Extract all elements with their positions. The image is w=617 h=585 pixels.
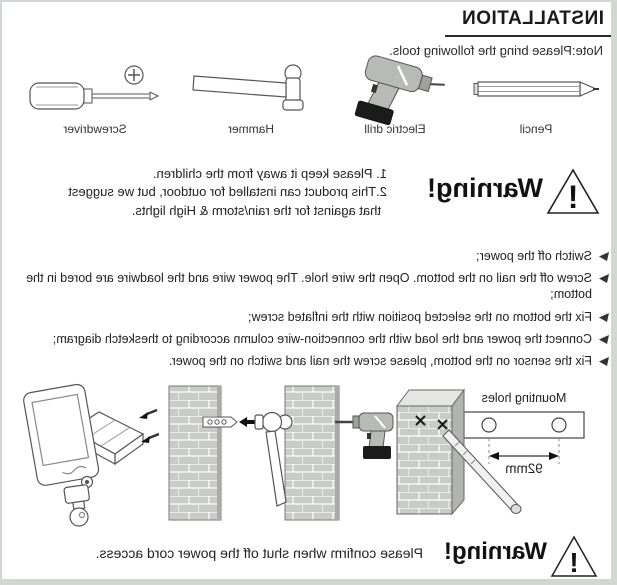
arrow-bullet-icon: [598, 334, 609, 345]
warning-line: that against for the rain/storm & High lights.: [131, 202, 381, 218]
arrow-bullet-icon: [598, 312, 609, 323]
step-item: [5, 310, 609, 325]
installation-steps: [5, 249, 609, 370]
electric-drill-icon: [337, 50, 453, 120]
arrow-bullet-icon: [598, 251, 609, 262]
page-title: INSTALLATION: [445, 6, 611, 37]
tool-label: Pencil: [519, 122, 553, 136]
tool-electric-drill: [337, 58, 453, 136]
mirrored-content: [2, 2, 611, 579]
warning-line: 2.This product can installed for outdoor, but we suggest: [68, 184, 387, 200]
step-text: Fix the sensor on the bottom, please screw the nail and switch on the power.: [168, 354, 592, 369]
tool-label: Electric drill: [364, 122, 426, 136]
step-item: [5, 332, 609, 347]
dimension-label: 92mm: [505, 461, 543, 476]
warning-exclamation: !: [569, 547, 579, 578]
step-text: Switch off the power;: [476, 249, 592, 263]
tools-note: Note:Please bring the following tools.: [389, 43, 603, 58]
arrow-bullet-icon: [598, 273, 609, 284]
floodlight-illustration: [9, 376, 159, 530]
warning-triangle-icon: [545, 167, 601, 217]
wall-hammer-illustration: [165, 384, 299, 524]
warning-title: Warning!: [443, 538, 547, 565]
step-text: Connect the power and the load with the connection-wire column according to thesketch diagram;: [52, 332, 592, 346]
hammer-icon: [183, 58, 319, 120]
pencil-icon: [463, 58, 609, 120]
brick-column-nail-illustration: [381, 380, 529, 524]
mounting-holes-label: Mounting holes: [481, 391, 567, 405]
tool-screwdriver: [17, 58, 173, 136]
arrow-bullet-icon: [598, 356, 609, 367]
step-item: [5, 354, 609, 369]
tool-hammer: [183, 58, 319, 136]
tool-label: Hammer: [228, 122, 275, 136]
tool-pencil: [463, 58, 609, 136]
screwdriver-icon: [17, 58, 173, 120]
step-item: [5, 271, 609, 302]
warning-text: Please confirm when shut off the power cord access.: [95, 545, 423, 561]
warning-exclamation: !: [567, 179, 579, 215]
warning-title: Warning!: [427, 173, 543, 203]
tool-label: Screwdriver: [63, 122, 127, 136]
warning-line: 1. Please keep it away from the children.: [152, 166, 387, 181]
step-text: Fix the bottom on the selected position with the inflated screw;: [248, 309, 592, 324]
step-text: Screw off the nail on the bottom. Open the wire hole. The power wire and the loadwire are bored in the bottom;: [26, 271, 592, 301]
warning-text: [5, 165, 387, 220]
warning-triangle-icon: [549, 535, 599, 579]
step-item: [5, 249, 609, 264]
